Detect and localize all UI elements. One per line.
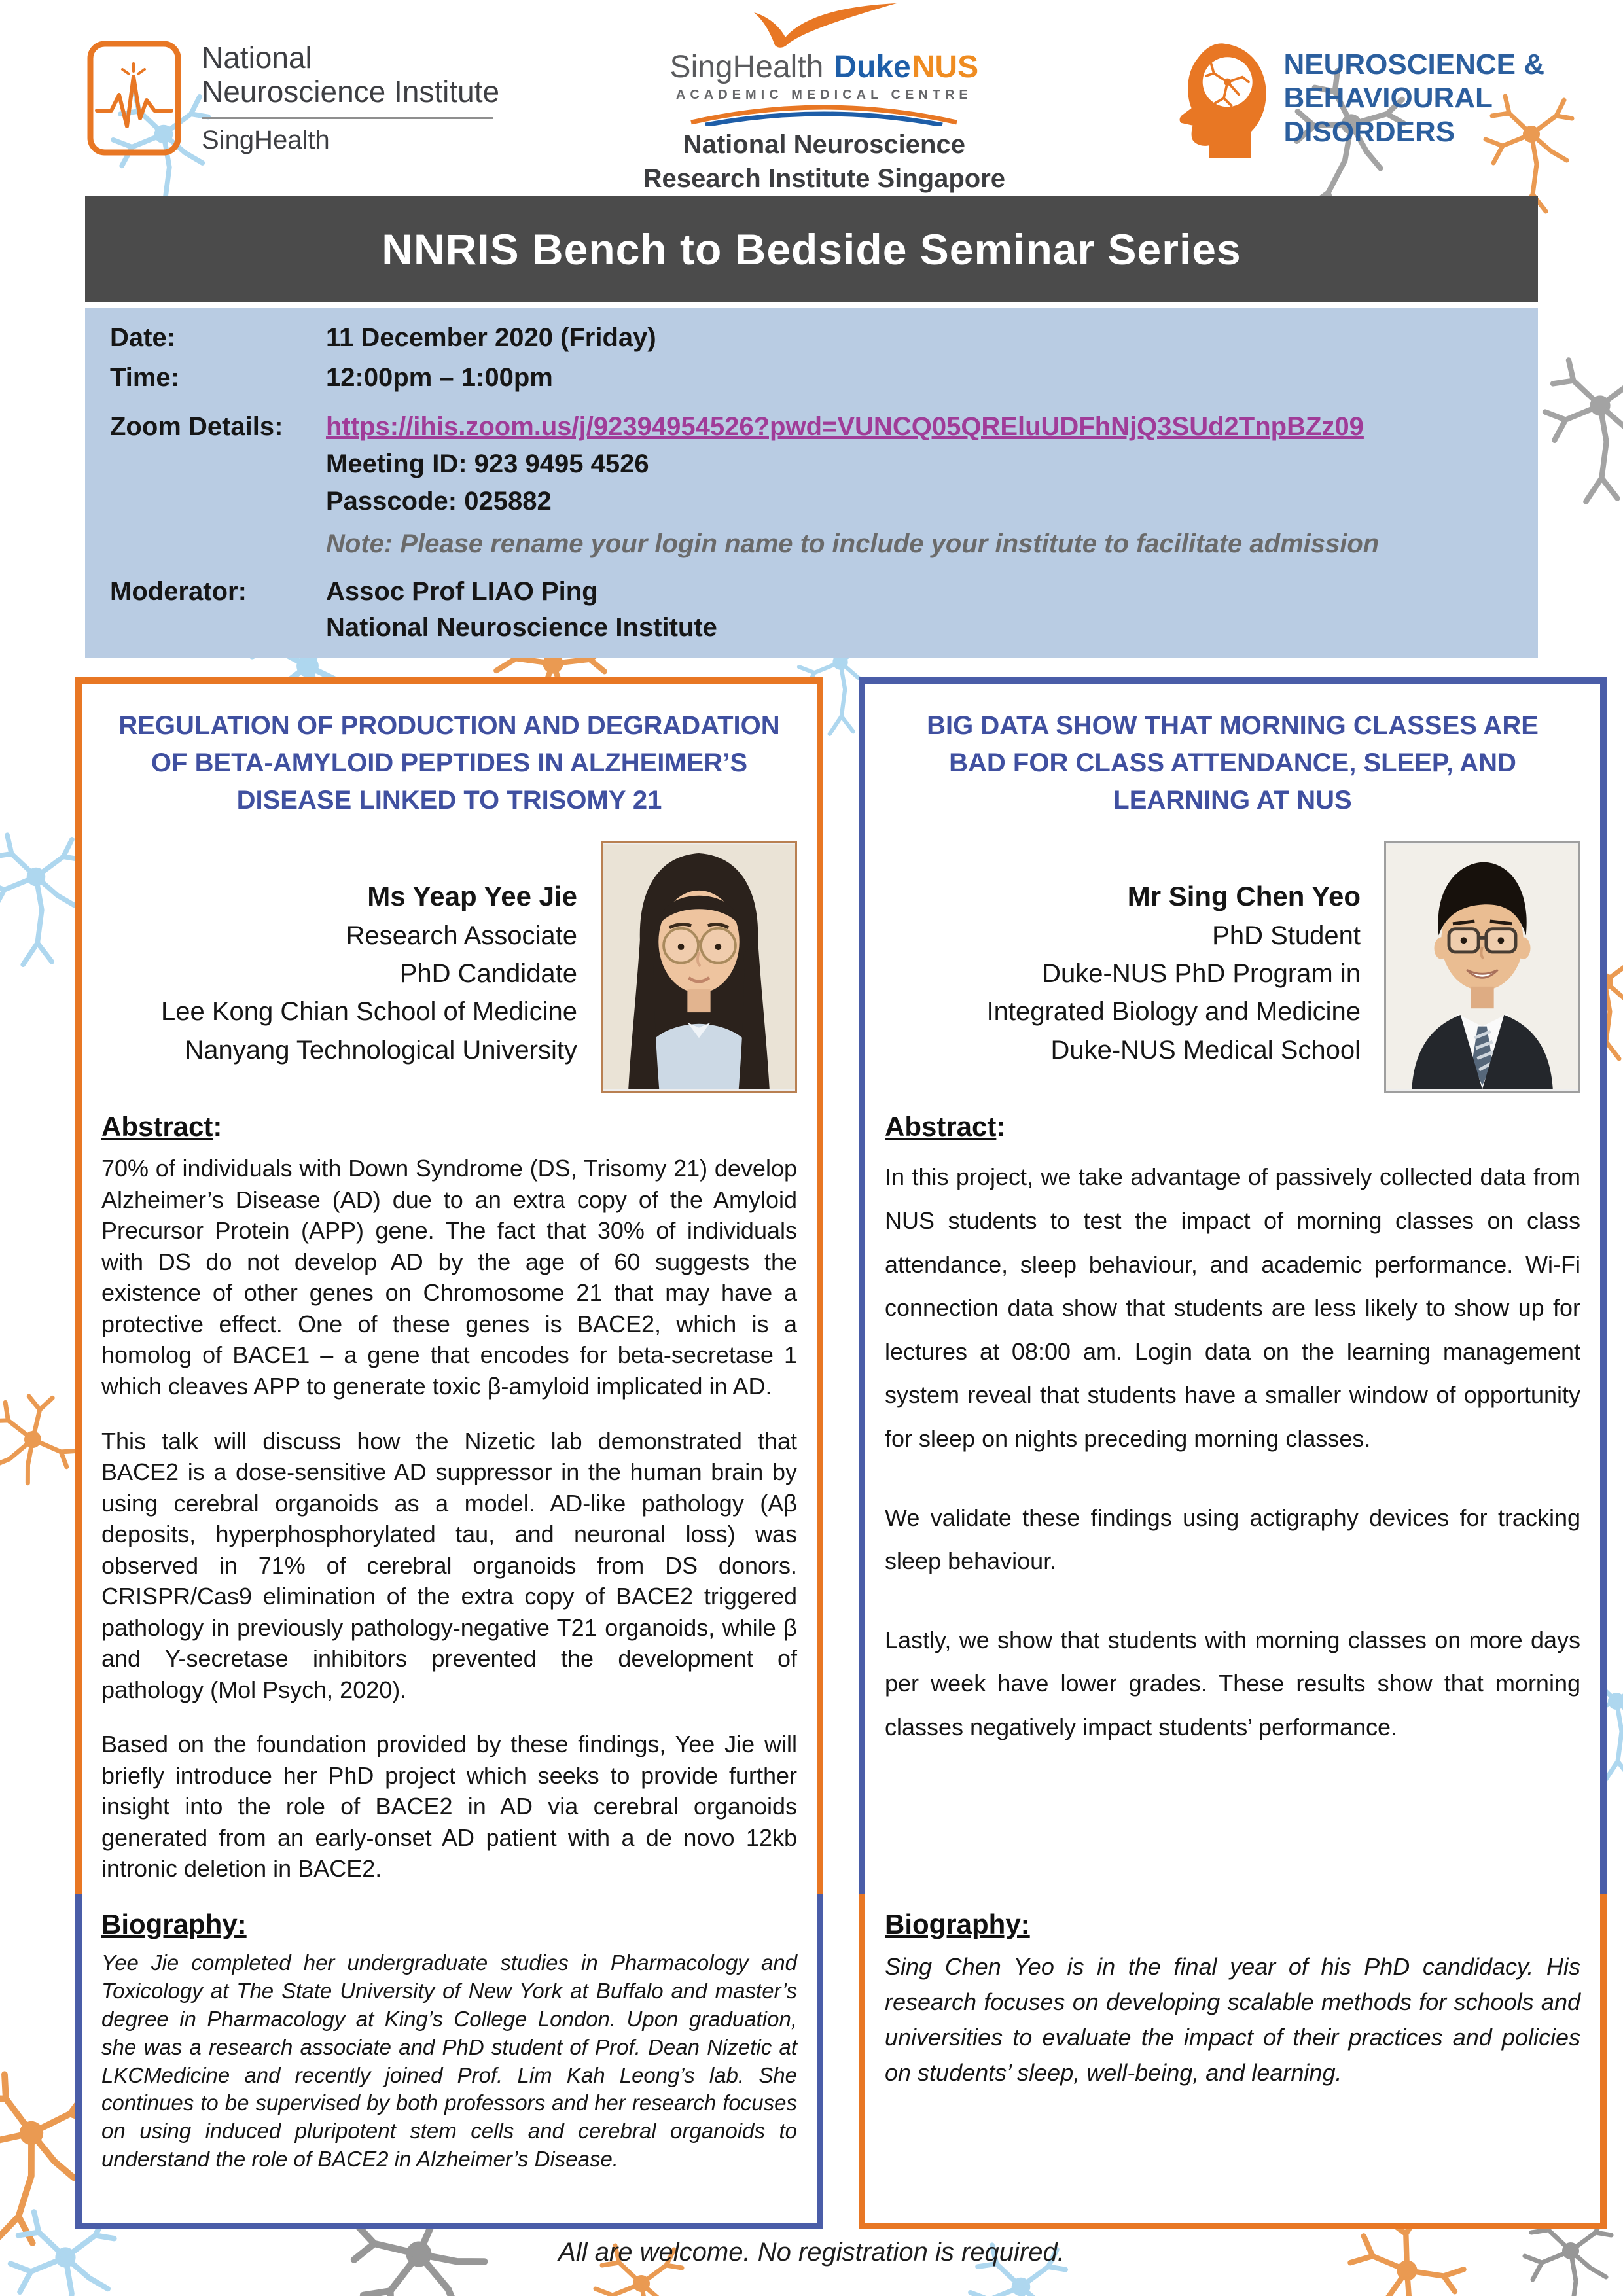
meeting-id: Meeting ID: 923 9495 4526 <box>326 450 649 478</box>
nbd-line2: BEHAVIOURAL <box>1283 82 1493 115</box>
left-speaker-university: Nanyang Technological University <box>185 1035 577 1065</box>
singhealth-swoosh-icon <box>749 2 899 49</box>
left-abstract-paragraph-1: 70% of individuals with Down Syndrome (DS, Trisomy 21) develop Alzheimer’s Disease (AD) due to an extra copy of the Amyloid Precursor Protein (APP) gene. The fact that 30% of individuals with DS do not develop AD by the age of 60 suggests the existence of other genes on Chromosome 21 that may have a protective effect. One of these genes is BACE2, which is a homolog of BACE1 – a gene that encodes for beta-secretase 1 which cleaves APP to generate toxic β-amyloid implicated in AD. <box>101 1155 797 1400</box>
zoom-details-block <box>326 412 1379 559</box>
left-speaker-photo <box>601 841 797 1093</box>
date-label: Date: <box>110 323 176 352</box>
right-speaker-school: Duke-NUS Medical School <box>1050 1035 1361 1065</box>
moderator-name: Assoc Prof LIAO Ping <box>326 577 598 606</box>
right-speaker-name: Mr Sing Chen Yeo <box>1127 881 1361 912</box>
left-abstract-section <box>101 1111 797 1884</box>
nbd-line1: NEUROSCIENCE & <box>1283 48 1544 81</box>
date-row <box>110 323 1518 353</box>
zoom-meeting-link[interactable]: https://ihis.zoom.us/j/92394954526?pwd=VUNCQ05QREluUDFhNjQ3SUd2TnpBZz09 <box>326 412 1364 441</box>
right-abstract-section <box>885 1111 1580 1749</box>
left-abstract-paragraph-3: Based on the foundation provided by these findings, Yee Jie will briefly introduce her PhD project which seeks to provide further insight into the role of BACE2 in AD via cerebral organoids generated from an early-onset AD patient with a de novo 12kb intronic deletion in BACE2. <box>101 1731 797 1882</box>
nnris-name-line1: National Neuroscience <box>683 130 965 159</box>
left-speaker-name: Ms Yeap Yee Jie <box>367 881 577 912</box>
left-biography-heading: Biography: <box>101 1909 247 1939</box>
right-abstract-paragraph-1: In this project, we take advantage of passively collected data from NUS students to test the impact of morning classes on class attendance, sleep behaviour, and academic performance. Wi-Fi connection data show that students are less likely to show up for lectures at 08:00 am. Login data on the learning management system reveal that students have a smaller window of opportunity for sleep on nights preceding morning classes. <box>885 1163 1580 1452</box>
right-talk-title: BIG DATA SHOW THAT MORNING CLASSES ARE BAD FOR CLASS ATTENDANCE, SLEEP, AND LEARNING AT NUS <box>927 711 1539 815</box>
right-speaker-block <box>885 841 1580 1093</box>
nni-logo-line1: National <box>202 41 312 75</box>
right-speaker-program1: Duke-NUS PhD Program in <box>1042 959 1361 989</box>
left-talk-main-box <box>75 677 823 1894</box>
moderator-label: Moderator: <box>110 577 247 606</box>
nnris-name-line2: Research Institute Singapore <box>643 164 1006 193</box>
amc-arcs-icon <box>683 103 965 126</box>
footer-note: All are welcome. No registration is required. <box>558 2238 1065 2267</box>
header-logos <box>85 20 1544 193</box>
left-speaker-details <box>161 876 577 1069</box>
nbd-line3: DISORDERS <box>1283 115 1455 148</box>
right-biography-text: Sing Chen Yeo is in the final year of his PhD candidacy. His research focuses on developing scalable methods for schools and universities to evaluate the impact of their practices and policies on students’ sleep, well-being, and learning. <box>885 1953 1580 2086</box>
nbd-logo <box>1149 36 1545 160</box>
amc-singhealth-text: SingHealth <box>669 50 824 84</box>
left-speaker-role: Research Associate <box>346 921 577 950</box>
time-value: 12:00pm – 1:00pm <box>326 363 553 392</box>
amc-duke-text: Duke <box>834 50 911 84</box>
time-row <box>110 363 1518 393</box>
event-info-box <box>85 308 1538 658</box>
right-abstract-heading: Abstract: <box>885 1111 1006 1142</box>
left-biography-box <box>75 1894 823 2229</box>
left-speaker-block <box>101 841 797 1093</box>
moderator-row <box>110 577 1518 643</box>
right-talk-main-box <box>859 677 1607 1894</box>
right-biography-box <box>859 1894 1607 2229</box>
amc-logo-names <box>670 49 979 85</box>
right-biography-heading: Biography: <box>885 1909 1030 1939</box>
date-value: 11 December 2020 (Friday) <box>326 323 656 352</box>
rename-note: Note: Please rename your login name to include your institute to facilitate admission <box>326 529 1380 558</box>
time-label: Time: <box>110 363 179 392</box>
right-speaker-role: PhD Student <box>1212 921 1361 950</box>
right-abstract-paragraph-3: Lastly, we show that students with morning classes on more days per week have lower grades. These results show that morning classes negatively impact students’ performance. <box>885 1626 1580 1740</box>
amc-nus-text: NUS <box>912 50 979 84</box>
left-speaker-school: Lee Kong Chian School of Medicine <box>161 997 577 1027</box>
right-speaker-photo <box>1384 841 1580 1093</box>
nni-logo-divider <box>202 117 493 119</box>
nni-logo-line2: Neuroscience Institute <box>202 75 500 109</box>
nni-logo-singhealth: SingHealth <box>202 125 330 154</box>
left-speaker-role2: PhD Candidate <box>399 959 577 989</box>
right-abstract-paragraph-2: We validate these findings using actigraphy devices for tracking sleep behaviour. <box>885 1504 1580 1575</box>
amc-logo <box>643 2 1005 194</box>
left-abstract-heading: Abstract: <box>101 1111 223 1142</box>
nni-logo-text <box>202 41 499 154</box>
left-talk-column <box>75 677 823 2229</box>
nni-heartbeat-icon <box>85 39 183 158</box>
moderator-org: National Neuroscience Institute <box>326 613 717 642</box>
seminar-banner <box>85 196 1538 302</box>
right-speaker-program2: Integrated Biology and Medicine <box>986 997 1361 1027</box>
left-talk-title: REGULATION OF PRODUCTION AND DEGRADATION OF BETA-AMYLOID PEPTIDES IN ALZHEIMER’S DISEASE LINKED TO TRISOMY 21 <box>118 711 780 815</box>
zoom-details-row <box>110 412 1518 559</box>
amc-tagline: ACADEMIC MEDICAL CENTRE <box>675 88 972 102</box>
zoom-details-label: Zoom Details: <box>110 412 283 441</box>
passcode: Passcode: 025882 <box>326 487 552 516</box>
banner-title: NNRIS Bench to Bedside Seminar Series <box>382 225 1241 274</box>
brain-head-icon <box>1149 36 1274 160</box>
left-biography-text: Yee Jie completed her undergraduate studies in Pharmacology and Toxicology at The State University of New York at Buffalo and master’s degree in Pharmacology at King’s College London. Upon graduation, she was a research associate and PhD student of Prof. Dean Nizetic at LKCMedicine and recently joined Prof. Lim Kah Leong’s lab. She continues to be supervised by both professors and her research focuses on using induced pluripotent stem cells and cerebral organoids to understand the role of BACE2 in Alzheimer’s Disease. <box>101 1951 797 2172</box>
nbd-logo-text <box>1284 48 1545 148</box>
nni-logo <box>85 39 499 158</box>
right-speaker-details <box>987 876 1361 1069</box>
left-abstract-paragraph-2: This talk will discuss how the Nizetic lab demonstrated that BACE2 is a dose-sensitive AD suppressor in the human brain by using cerebral organoids as a model. AD-like pathology (Aβ deposits, hyperphosphorylated tau, and neuronal loss) was observed in 71% of cerebral organoids from DS donors. CRISPR/Cas9 elimination of the extra copy of BACE2 triggered pathology in previously pathology-negative T21 organoids, while β and Y-secretase inhibitors prevented the development of pathology (Mol Psych, 2020). <box>101 1427 797 1703</box>
right-talk-column <box>859 677 1607 2229</box>
